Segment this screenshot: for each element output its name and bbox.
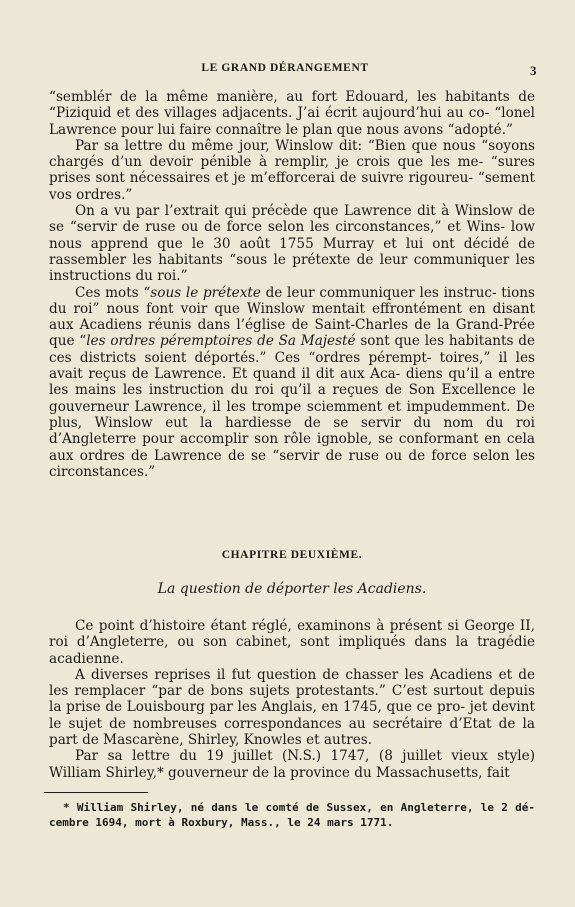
body-text-top	[49, 89, 535, 480]
text-run: Ces mots “	[75, 284, 151, 301]
text-run: Par sa lettre du 19 juillet (N.S.) 1747, (8 juillet vieux style) William Shirley,* gouverneur de la province du Massachusetts, fait	[49, 748, 535, 781]
footnote-rule	[44, 792, 148, 793]
text-run: sont que les habitants de ces districts soient déportés.” Ces “ordres pérempt- toires,” il les avait reçus de Lawrence. Et quand il dit aux Aca- diens qu’il a entre les mains les instruction du roi qu’il a reçues de Son Excellence le gouverneur Lawrence, il les trompe sciemment et impudemment. De plus, Winslow eut la hardiesse de se servir du nom du roi d’Angleterre pour accomplir son rôle ignoble, se conformant en cela aux ordres de Lawrence de se “servir de ruse ou de force selon les circonstances.”	[49, 333, 535, 480]
text-run: Ce point d’histoire étant réglé, examinons à présent si George II, roi d’Angleterre, ou son cabinet, sont impliqués dans la tragédie acadienne.	[49, 618, 535, 667]
paragraph	[49, 89, 535, 138]
footnote	[49, 800, 535, 830]
text-run: de leur communiquer les instruc- tions du roi” nous font voir que Winslow mentait effrontément en disant aux Acadiens réunis dans l’église de Saint-Charles de la Grand-Prée que “	[49, 284, 535, 350]
text-run: “semblér de la même manière, au fort Edouard, les habitants de “Piziquid et des villages adjacents. J’ai écrit aujourd’hui au co- “lonel Lawrence pour lui faire connaître le plan que nous avons “adopté.”	[49, 89, 535, 138]
page-number: 3	[530, 63, 537, 78]
running-title: LE GRAND DÉRANGEMENT	[201, 62, 369, 74]
italic-phrase: les ordres péremptoires de Sa Majesté	[86, 333, 356, 350]
body-text-bottom	[49, 618, 535, 781]
text-run: A diverses reprises il fut question de chasser les Acadiens et de les remplacer “par de bons sujets protestants.” C’est surtout depuis la prise de Louisbourg par les Anglais, en 1745, que ce pro- jet devint le sujet de nombreuses correspondances au secrétaire d’Etat de la part de Mascarène, Shirley, Knowles et autres.	[49, 666, 535, 749]
text-run: Par sa lettre du même jour, Winslow dit: “Bien que nous “soyons chargés d’un devoir pénible à remplir, je crois que les me- “sures prises sont nécessaires et je m’efforcerai de suivre rigoureu- “sement vos ordres.”	[49, 137, 535, 203]
chapter-title: CHAPITRE DEUXIÈME.	[221, 549, 363, 561]
paragraph	[49, 667, 535, 748]
footnote-text: * William Shirley, né dans le comté de Sussex, en Angleterre, le 2 dé- cembre 1694, mort à Roxbury, Mass., le 24 mars 1771.	[49, 801, 535, 829]
paragraph	[49, 138, 535, 203]
paragraph	[49, 285, 535, 481]
paragraph	[49, 203, 535, 284]
chapter-subtitle: La question de déporter les Acadiens.	[157, 581, 427, 597]
italic-phrase: sous le prétexte	[150, 284, 261, 301]
paragraph	[49, 748, 535, 781]
text-run: On a vu par l’extrait qui précède que Lawrence dit à Winslow de se “servir de ruse ou de force selon les circonstances,” et Wins- low nous apprend que le 30 août 1755 Murray et lui ont décidé de rassembler les habitants “sous le prétexte de leur communiquer les instructions du roi.”	[49, 203, 535, 285]
paragraph	[49, 618, 535, 667]
